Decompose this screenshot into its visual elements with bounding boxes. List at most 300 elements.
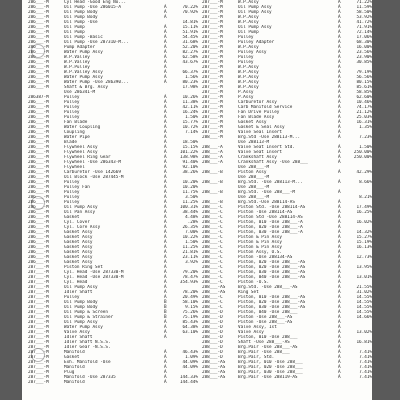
part-number: 287___-M — [202, 105, 223, 110]
price-class: A — [164, 190, 167, 195]
price-class: A — [338, 35, 341, 40]
price: 71.91% — [356, 25, 372, 30]
part-number: 286___-M — [28, 120, 49, 125]
part-description: Pulley — [64, 110, 80, 115]
price: 12.73% — [356, 255, 372, 260]
part-number: 287___-M — [202, 5, 223, 10]
price-class: A — [164, 60, 167, 65]
price-class: A — [338, 370, 341, 375]
price: 43.67% — [182, 60, 198, 65]
part-description: Use 288___-M — [238, 195, 270, 200]
part-description: Oil Pump — [238, 30, 259, 35]
part-number: 288___-D — [202, 325, 223, 330]
price: 42.29% — [356, 170, 372, 175]
part-number: 287___-M — [202, 35, 223, 40]
part-description: Brg.Pair -Use 288___ — [238, 350, 290, 355]
price: 64.38% — [182, 325, 198, 330]
part-description: Oil Pan Assy — [64, 210, 96, 215]
price-class: A — [338, 340, 341, 345]
price: 10.72% — [182, 125, 198, 130]
part-number: 288___-AS — [202, 360, 226, 365]
part-description: Piston & Pin Assy — [238, 235, 282, 240]
price: 138.98% — [179, 155, 198, 160]
price: 85.61% — [356, 85, 372, 90]
price: 30.85% — [356, 60, 372, 65]
price: 54.45% — [182, 35, 198, 40]
part-number: 288___-B — [202, 180, 223, 185]
price-class: A — [164, 260, 167, 265]
part-description: Piston -Use 288___-AS — [238, 315, 293, 320]
price: 354.93% — [179, 280, 198, 285]
part-number: 287___-M — [202, 55, 223, 60]
price: 63.10% — [182, 330, 198, 335]
price: 11.38% — [182, 100, 198, 105]
price: 13.01% — [356, 275, 372, 280]
part-number: 286___-M — [28, 220, 49, 225]
price-class: A — [164, 325, 167, 330]
price: 13.95% — [356, 265, 372, 270]
part-number: 288___-B — [202, 190, 223, 195]
price-class: A — [338, 215, 341, 220]
price: 91.40% — [182, 160, 198, 165]
price-class: A — [338, 345, 341, 350]
part-number: 288___-C — [202, 220, 223, 225]
price: 7.41% — [359, 355, 372, 360]
part-number: 287___-M — [202, 75, 223, 80]
part-description: Use 286341-M — [64, 90, 96, 95]
part-description: Valve Assy, 1st — [238, 325, 277, 330]
part-description: Valve Seal Insert — [238, 130, 282, 135]
part-description: Cyl. Head -Use 287330-M — [64, 270, 124, 275]
price-class: A — [164, 155, 167, 160]
part-description: Oil Pump Body — [64, 10, 98, 15]
part-number: 286___-M — [28, 110, 49, 115]
part-description: W.P.Valley — [64, 55, 90, 60]
part-description: Piston, 030 -Use 288___-A — [238, 230, 303, 235]
price-class: A — [164, 5, 167, 10]
part-description: Piston, 040 -Use 288___ — [238, 310, 298, 315]
part-number: 286___-M — [28, 260, 49, 265]
part-description: W.P.Valley Assy — [64, 70, 103, 75]
part-number: 287___-M — [28, 290, 49, 295]
price-class: A — [338, 200, 341, 205]
part-description: Pulley — [64, 180, 80, 185]
price-class: B — [164, 315, 167, 320]
part-number: 287___-M — [202, 120, 223, 125]
price-class: A — [338, 360, 341, 365]
part-number: 287___-M — [28, 305, 49, 310]
price: 10.20% — [182, 180, 198, 185]
part-description: Ring Set — [238, 290, 259, 295]
part-number: 287___-M — [202, 60, 223, 65]
part-number: 288___-D — [202, 340, 223, 345]
part-description: Piston, 020 -Use 288___-A — [238, 225, 303, 230]
part-number: 288___-C — [202, 215, 223, 220]
parts-row — [28, 380, 198, 385]
part-number: 287___-M — [202, 50, 223, 55]
part-description: Use 288___-M — [238, 185, 270, 190]
part-number: 288___-A — [202, 145, 223, 150]
part-number: 286___-M — [28, 65, 49, 70]
price-class: A — [164, 115, 167, 120]
part-number: 288___-A — [202, 155, 223, 160]
part-description: Pulley — [64, 295, 80, 300]
price-class: A — [164, 30, 167, 35]
price-class: A — [338, 25, 341, 30]
part-description: Brg.Std.-Use 288114-AS — [238, 200, 295, 205]
part-description: Oil Pump -Basic — [64, 35, 103, 40]
price-class: A — [164, 265, 167, 270]
price: 79.19% — [356, 70, 372, 75]
part-description: Valve Assy — [238, 330, 264, 335]
part-description: Piston -O.S. — [238, 280, 270, 285]
part-number: 288___-C — [202, 225, 223, 230]
part-description: Pulley — [64, 200, 80, 205]
part-description: Flywheel — [64, 165, 85, 170]
price: 1.50% — [185, 115, 198, 120]
price-class: A — [338, 330, 341, 335]
part-number: 286___-M — [28, 35, 49, 40]
part-number: 286___-M — [28, 150, 49, 155]
part-number: 287___-M — [28, 370, 49, 375]
part-description: Water Pump Assy — [64, 325, 103, 330]
part-description: Pulley — [238, 60, 254, 65]
price-class: A — [164, 70, 167, 75]
price-class: A — [164, 205, 167, 210]
part-number: 287___-M — [28, 375, 49, 380]
part-number: 287___-M — [28, 280, 49, 285]
part-description: Piston Std. -Use 288114-AS — [238, 205, 306, 210]
parts-column-left — [28, 0, 198, 400]
price: 7.14% — [185, 130, 198, 135]
part-number: 288___-C — [202, 250, 223, 255]
price: 80.23% — [182, 80, 198, 85]
price: .28% — [187, 220, 198, 225]
part-number: 286___-M — [28, 235, 49, 240]
price-class: A — [164, 245, 167, 250]
price: 10.20% — [182, 185, 198, 190]
part-number: 286___-M — [28, 40, 49, 45]
part-number: 286___-M — [28, 5, 49, 10]
price-class: A — [164, 135, 167, 140]
price: 82.27% — [182, 50, 198, 55]
part-number: 288___-D — [202, 315, 223, 320]
price: 17.98% — [182, 85, 198, 90]
part-number: 286___-M — [28, 50, 49, 55]
price-class: A — [338, 350, 341, 355]
price-class: A — [164, 65, 167, 70]
price: 42.11% — [182, 105, 198, 110]
price: 58.10% — [182, 300, 198, 305]
part-description: Pump Adapter — [64, 45, 96, 50]
part-number: 288___-AS — [202, 375, 226, 380]
part-description: Shaft -Use 288___-AS — [238, 340, 290, 345]
price: 14.55% — [356, 295, 372, 300]
price: 4.48% — [185, 215, 198, 220]
price: 10.26% — [182, 95, 198, 100]
part-number: 288___-M — [202, 135, 223, 140]
price: 16.25% — [356, 210, 372, 215]
part-description: Blade — [64, 140, 77, 145]
part-description: Oil Pump -Use 286015-A — [64, 5, 121, 10]
price-class: A — [164, 370, 167, 375]
part-number: 287___-M — [202, 30, 223, 35]
part-number: 286___-M — [28, 160, 49, 165]
price-class: A — [164, 75, 167, 80]
price-class: A — [338, 15, 341, 20]
part-description: Piston, 010 -Use 288___ — [238, 335, 298, 340]
part-description: Piston Assy — [238, 170, 267, 175]
part-number: 288___-C — [202, 275, 223, 280]
price: 11.59% — [356, 5, 372, 10]
price: 1.09% — [185, 355, 198, 360]
price-class: A — [164, 380, 167, 385]
part-description: Brg.Pair, 020 -Use 288___ — [238, 365, 303, 370]
price: 17.49% — [356, 205, 372, 210]
price: 9.15% — [185, 305, 198, 310]
part-number: 288___-B — [202, 170, 223, 175]
price: 25.03% — [356, 115, 372, 120]
part-description: Oil Pump -Use 287310-M... — [64, 40, 129, 45]
part-description: Piston -Use 288114-AS — [238, 210, 293, 215]
price: 23.90% — [356, 55, 372, 60]
part-number: 286___-M — [28, 70, 49, 75]
price-class: A — [164, 145, 167, 150]
part-number: 287___-M — [202, 85, 223, 90]
part-number: 287___-M — [28, 345, 49, 350]
part-number: 286___-M — [28, 195, 49, 200]
price: 38.44% — [182, 210, 198, 215]
price: 52.20% — [182, 45, 198, 50]
price: 62.60% — [356, 95, 372, 100]
price-class: A — [338, 55, 341, 60]
price-class: A — [338, 120, 341, 125]
price-class: A — [338, 325, 341, 330]
part-description: Gasket Assy — [64, 240, 93, 245]
part-description: Cyl. Core Assy — [64, 225, 101, 230]
price-class: A — [338, 85, 341, 90]
part-description: Gasket Assy — [64, 230, 93, 235]
price: 44.09% — [182, 360, 198, 365]
price: 100.31% — [179, 205, 198, 210]
price-class: A — [338, 300, 341, 305]
price-class: A — [164, 295, 167, 300]
part-description: Brg.Pair -Use 288___-AS — [238, 345, 298, 350]
part-number: 286___-M — [28, 130, 49, 135]
part-description: Oil Pump Assy — [64, 320, 98, 325]
part-number: 286___-M — [28, 240, 49, 245]
price: 51.91% — [182, 30, 198, 35]
part-number: 288___-C — [202, 210, 223, 215]
price: 23.11% — [182, 255, 198, 260]
part-description: Crankshaft Assy — [238, 155, 277, 160]
price-class: A — [338, 290, 341, 295]
price: 250.00% — [353, 150, 372, 155]
price-class: A — [164, 80, 167, 85]
price: 23.56% — [356, 50, 372, 55]
price-class: A — [338, 235, 341, 240]
part-number: 287___-M — [202, 100, 223, 105]
part-number: 287___-M — [28, 295, 49, 300]
part-number: 286___-M — [28, 105, 49, 110]
part-description: W.P.Assy — [238, 15, 259, 20]
price-class: A — [338, 250, 341, 255]
price: 72.14% — [356, 30, 372, 35]
price-class: A — [338, 240, 341, 245]
part-number: 286___-M — [28, 215, 49, 220]
part-number: 286___-M — [28, 80, 49, 85]
part-number: 287___-M — [202, 65, 223, 70]
part-number: 286___-M — [28, 125, 49, 130]
part-number: 286___-M — [28, 140, 49, 145]
price: 11.25% — [182, 245, 198, 250]
part-description: W.P.Assy — [238, 45, 259, 50]
price-class: A — [164, 175, 167, 180]
part-description: Pulley — [64, 100, 80, 105]
part-number: 287___-M — [202, 130, 223, 135]
part-description: Oil Block -Use 287445-M — [64, 175, 124, 180]
price-class: A — [164, 290, 167, 295]
part-number: 286___-M — [28, 245, 49, 250]
part-number: 288___-D — [202, 320, 223, 325]
part-number: 288___-A — [202, 150, 223, 155]
price-class: A — [338, 295, 341, 300]
price: 15.15% — [182, 145, 198, 150]
price-class: A — [338, 225, 341, 230]
price-class: A — [164, 195, 167, 200]
part-description: Piston, 040 -Use 288___-AS — [238, 275, 306, 280]
part-description: Pulley — [64, 95, 80, 100]
part-description: Carburetor Assy — [238, 100, 277, 105]
part-description: W.P.Assy — [238, 20, 259, 25]
part-description: Gasket — [64, 355, 80, 360]
part-number: 287___-M — [202, 110, 223, 115]
part-number: 288___-C — [202, 295, 223, 300]
part-number: 287___-M — [202, 40, 223, 45]
part-description: Cyl. Cover — [64, 220, 90, 225]
parts-column-right — [202, 0, 372, 400]
part-description: Brg.Pair, Std. — [238, 355, 275, 360]
part-description: Piston -Use 288___-AS — [238, 320, 293, 325]
part-number: 288___-C — [202, 260, 223, 265]
part-number: 287___-M — [28, 320, 49, 325]
part-description: Gasket Assy — [64, 260, 93, 265]
price: 3.92% — [185, 260, 198, 265]
price-class: A — [164, 280, 167, 285]
price-class: A — [338, 130, 341, 135]
part-description: W.P.Assy — [238, 80, 259, 85]
price-class: A — [338, 170, 341, 175]
price-class: A — [164, 110, 167, 115]
part-description: Water Pump Assy — [64, 75, 103, 80]
price: 17.06% — [356, 35, 372, 40]
price-class: A — [338, 95, 341, 100]
part-number: 287___-M — [202, 70, 223, 75]
part-number: 286___-M — [28, 175, 49, 180]
price: 7.41% — [359, 350, 372, 355]
part-description: Idler Gear -N.S.S. — [64, 345, 111, 350]
price: 20.49% — [182, 295, 198, 300]
price: 16.13% — [356, 245, 372, 250]
price-class: A — [164, 105, 167, 110]
price: 15.27% — [356, 235, 372, 240]
price: 62.58% — [182, 55, 198, 60]
price-class: A — [338, 0, 341, 5]
price: 21.12% — [356, 110, 372, 115]
price: 44.09% — [182, 365, 198, 370]
price-class: A — [338, 75, 341, 80]
part-number: 288___-AS — [202, 365, 226, 370]
price: 21.55% — [356, 285, 372, 290]
price-class: A — [338, 255, 341, 260]
part-description: Pulley Fan — [64, 185, 90, 190]
part-description: Pulley — [64, 105, 80, 110]
parts-row — [202, 375, 372, 380]
part-number: 288___-AS — [202, 285, 226, 290]
price: 14.55% — [356, 300, 372, 305]
price-class: A — [164, 350, 167, 355]
price: 46.43% — [182, 350, 198, 355]
part-number: 287___-M — [202, 90, 223, 95]
price-class: A — [338, 50, 341, 55]
price: 14.55% — [356, 310, 372, 315]
part-number: 286___-M — [28, 100, 49, 105]
price: 85.43% — [182, 320, 198, 325]
part-description: Oil Pump Assy — [238, 10, 272, 15]
part-description: W.P.Assy — [238, 75, 259, 80]
price-class: A — [338, 30, 341, 35]
part-number: 288___-C — [202, 300, 223, 305]
part-number: 286___-M — [28, 230, 49, 235]
price-class: A — [338, 315, 341, 320]
price: 14.81% — [182, 20, 198, 25]
price: 1.56% — [185, 75, 198, 80]
part-description: Manifold — [64, 350, 85, 355]
part-number: 288___-D — [202, 310, 223, 315]
price-class: A — [164, 335, 167, 340]
part-number: 286___-M — [28, 165, 49, 170]
price: 15.77% — [182, 120, 198, 125]
part-number: 287___-M — [28, 315, 49, 320]
part-description: Oil Pump Body — [64, 15, 98, 20]
price-class: A — [164, 360, 167, 365]
part-number: 288___-C — [202, 280, 223, 285]
price-class: A — [164, 150, 167, 155]
part-description: Pulley Adapter — [238, 40, 275, 45]
price-class: A — [164, 180, 167, 185]
part-number: 286___-M — [28, 15, 49, 20]
price-class: A — [338, 285, 341, 290]
price-class: A — [164, 365, 167, 370]
part-number: 286___-M — [28, 155, 49, 160]
part-number: 286___-M — [28, 85, 49, 90]
part-description: Pulley Assy — [238, 50, 267, 55]
part-description: Gasket Assy — [64, 245, 93, 250]
part-description: Pulley — [238, 35, 254, 40]
price-class: A — [164, 55, 167, 60]
price: 16.02% — [356, 220, 372, 225]
part-number: 286___-M — [28, 200, 49, 205]
price: 58.50% — [356, 10, 372, 15]
part-description: W.P.Pulley — [64, 65, 90, 70]
price-class: A — [338, 365, 341, 370]
price: 80.15% — [356, 80, 372, 85]
price-class: A — [338, 110, 341, 115]
part-number: 287___-M — [202, 10, 223, 15]
part-description: Piston, 010 -Use 288___-AS — [238, 295, 306, 300]
price: 38.26% — [182, 170, 198, 175]
part-description: Oil Pump Assy — [64, 205, 98, 210]
